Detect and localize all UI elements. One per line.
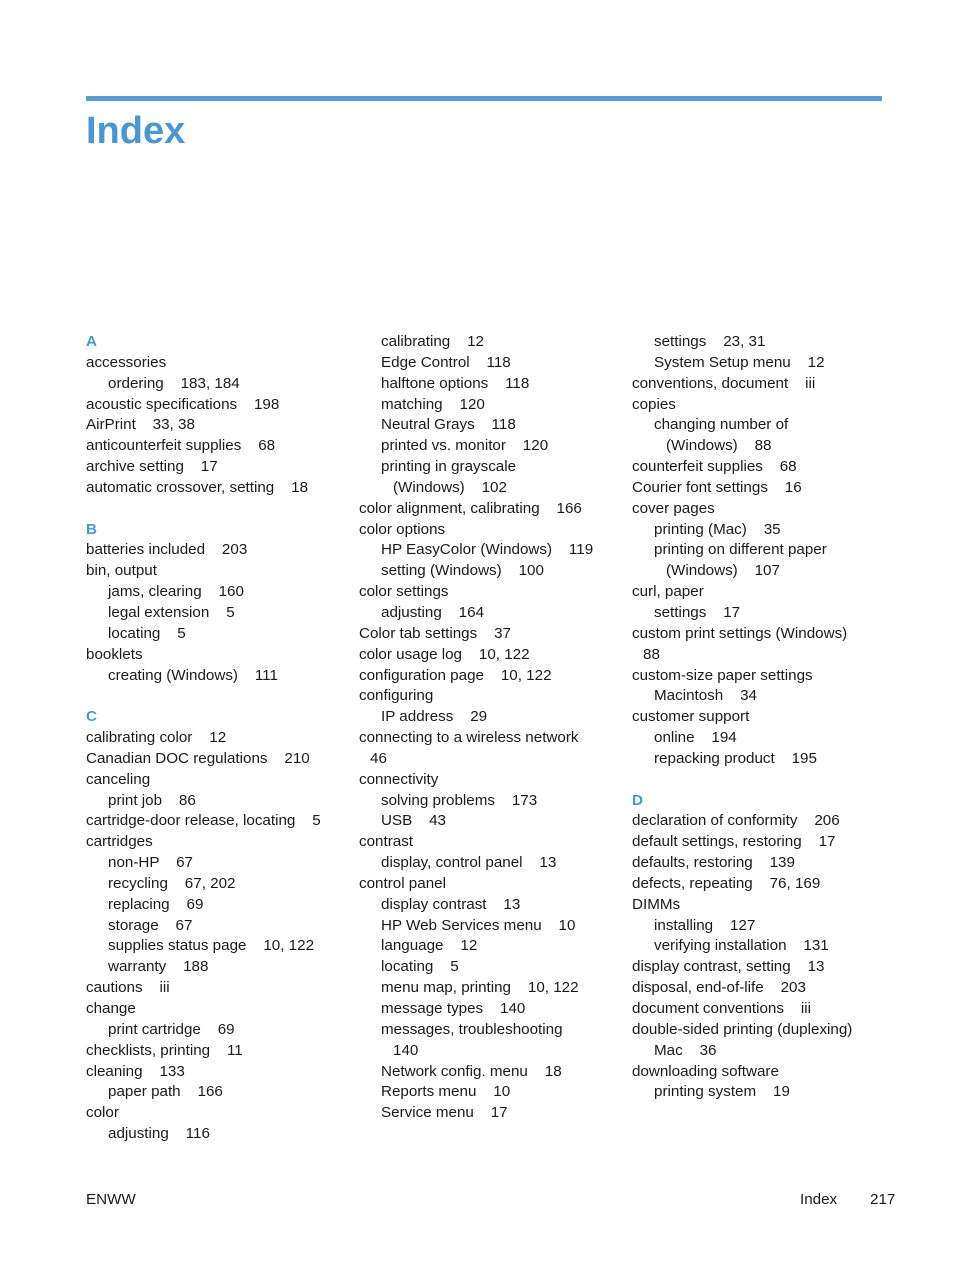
index-subentry: solving problems 173 <box>381 791 538 809</box>
index-subentry: adjusting 116 <box>108 1125 210 1143</box>
index-subentry: jams, clearing 160 <box>108 583 244 601</box>
index-entry: curl, paper <box>632 583 704 601</box>
index-entry: color <box>86 1104 119 1122</box>
index-entry: AirPrint 33, 38 <box>86 416 195 434</box>
index-entry: cleaning 133 <box>86 1062 185 1080</box>
index-subentry: printing on different paper <box>654 541 827 559</box>
index-letter-heading: B <box>86 520 97 538</box>
index-entry: color settings <box>359 583 449 601</box>
index-entry: accessories <box>86 353 167 371</box>
index-subentry: printing in grayscale <box>381 458 517 476</box>
index-subentry: language 12 <box>381 937 478 955</box>
index-subentry: HP Web Services menu 10 <box>381 916 576 934</box>
index-entry: color usage log 10, 122 <box>359 645 530 663</box>
index-entry: color options <box>359 520 446 538</box>
index-subentry: Edge Control 118 <box>381 353 511 371</box>
index-entry: archive setting 17 <box>86 458 218 476</box>
index-subentry: Mac 36 <box>654 1041 717 1059</box>
index-subentry: Network config. menu 18 <box>381 1062 562 1080</box>
index-entry: connectivity <box>359 770 439 788</box>
index-entry: custom print settings (Windows) <box>632 624 848 642</box>
index-subentry: changing number of <box>654 416 789 434</box>
index-entry: cover pages <box>632 499 715 517</box>
index-subentry: recycling 67, 202 <box>108 874 236 892</box>
index-entry: anticounterfeit supplies 68 <box>86 437 276 455</box>
index-entry: canceling <box>86 770 151 788</box>
index-entry: color alignment, calibrating 166 <box>359 499 582 517</box>
index-entry: conventions, document iii <box>632 374 816 392</box>
index-letter-heading: A <box>86 333 97 350</box>
index-letter-heading: C <box>86 708 97 726</box>
index-subentry: non-HP 67 <box>108 854 193 872</box>
index-subentry: HP EasyColor (Windows) 119 <box>381 541 594 559</box>
index-entry: batteries included 203 <box>86 541 248 559</box>
index-subentry: locating 5 <box>381 958 459 976</box>
index-entry: cartridge-door release, locating 5 <box>86 812 321 830</box>
index-subentry: printing (Mac) 35 <box>654 520 781 538</box>
index-entry: document conventions iii <box>632 1000 811 1017</box>
index-subentry: 88 <box>643 645 660 663</box>
index-entry: defects, repeating 76, 169 <box>632 874 821 892</box>
index-entry: configuration page 10, 122 <box>359 666 552 684</box>
index-entry: default settings, restoring 17 <box>632 833 836 851</box>
index-entry: configuring <box>359 687 434 705</box>
index-subentry: print cartridge 69 <box>108 1020 235 1038</box>
index-subentry: verifying installation 131 <box>654 937 829 955</box>
index-entry: Color tab settings 37 <box>359 624 511 642</box>
index-subentry: Macintosh 34 <box>654 687 757 705</box>
index-entry: defaults, restoring 139 <box>632 854 795 872</box>
index-entry: calibrating color 12 <box>86 729 227 747</box>
index-entry: custom-size paper settings <box>632 666 813 684</box>
index-column-1 <box>86 332 321 1145</box>
index-subentry: System Setup menu 12 <box>654 353 825 371</box>
index-subentry: display, control panel 13 <box>381 854 557 872</box>
index-subentry: replacing 69 <box>108 895 204 913</box>
index-entry: change <box>86 1000 136 1017</box>
index-entry: control panel <box>359 874 446 892</box>
index-subentry: storage 67 <box>108 916 193 934</box>
index-subentry: supplies status page 10, 122 <box>108 937 315 955</box>
index-subentry: creating (Windows) 111 <box>108 666 278 684</box>
index-subentry: legal extension 5 <box>108 603 235 621</box>
index-subentry: halftone options 118 <box>381 374 530 392</box>
index-entry: counterfeit supplies 68 <box>632 458 797 476</box>
index-subentry: Service menu 17 <box>381 1104 508 1122</box>
index-subentry: matching 120 <box>381 395 485 413</box>
index-entry: acoustic specifications 198 <box>86 395 280 413</box>
index-subentry: menu map, printing 10, 122 <box>381 979 579 997</box>
index-entry: copies <box>632 395 676 413</box>
index-subentry: print job 86 <box>108 791 196 809</box>
section-gap <box>86 686 321 707</box>
index-subentry: settings 17 <box>654 603 741 621</box>
index-entry: Courier font settings 16 <box>632 478 802 496</box>
index-subentry: (Windows) 88 <box>666 437 772 455</box>
index-subentry: warranty 188 <box>108 958 209 976</box>
page-title: Index <box>86 110 186 152</box>
index-entry: DIMMs <box>632 895 681 913</box>
index-subentry: installing 127 <box>654 916 756 934</box>
index-entry: display contrast, setting 13 <box>632 958 825 976</box>
index-entry: customer support <box>632 708 750 726</box>
index-subentry: printed vs. monitor 120 <box>381 437 549 455</box>
index-subentry: online 194 <box>654 729 737 747</box>
index-subentry: 46 <box>370 749 387 767</box>
index-entry: booklets <box>86 645 143 663</box>
index-subentry: Reports menu 10 <box>381 1083 511 1101</box>
index-entry: bin, output <box>86 562 157 580</box>
index-subentry: setting (Windows) 100 <box>381 562 544 580</box>
index-entry: downloading software <box>632 1062 779 1080</box>
index-entry: disposal, end-of-life 203 <box>632 979 806 997</box>
index-column-3 <box>632 332 852 1103</box>
index-subentry: adjusting 164 <box>381 603 485 621</box>
index-entry: declaration of conformity 206 <box>632 812 840 830</box>
index-subentry: repacking product 195 <box>654 749 817 767</box>
index-entry: cautions iii <box>86 979 170 997</box>
index-subentry: settings 23, 31 <box>654 333 766 350</box>
index-subentry: ordering 183, 184 <box>108 374 240 392</box>
index-subentry: message types 140 <box>381 1000 526 1017</box>
index-subentry: printing system 19 <box>654 1083 790 1101</box>
index-entry: cartridges <box>86 833 153 851</box>
index-entry: contrast <box>359 833 414 851</box>
footer-page-number: 217 <box>870 1191 896 1208</box>
title-rule <box>86 96 882 101</box>
index-letter-heading: D <box>632 791 643 809</box>
section-gap <box>86 499 321 520</box>
index-subentry: calibrating 12 <box>381 333 484 350</box>
index-entry: double-sided printing (duplexing) <box>632 1020 853 1038</box>
index-subentry: paper path 166 <box>108 1083 223 1101</box>
footer-section: Index <box>800 1191 838 1208</box>
section-gap <box>632 770 852 791</box>
index-subentry: 140 <box>393 1041 419 1059</box>
index-subentry: locating 5 <box>108 624 186 642</box>
index-subentry: (Windows) 102 <box>393 478 507 496</box>
index-subentry: USB 43 <box>381 812 446 830</box>
index-subentry: (Windows) 107 <box>666 562 780 580</box>
index-entry: Canadian DOC regulations 210 <box>86 749 310 767</box>
index-subentry: display contrast 13 <box>381 895 521 913</box>
index-subentry: IP address 29 <box>381 708 488 726</box>
index-entry: connecting to a wireless network <box>359 729 579 747</box>
index-entry: automatic crossover, setting 18 <box>86 478 309 496</box>
index-entry: checklists, printing 11 <box>86 1041 243 1059</box>
index-subentry: Neutral Grays 118 <box>381 416 516 434</box>
index-column-2 <box>359 332 593 1124</box>
footer-left: ENWW <box>86 1191 136 1208</box>
index-subentry: messages, troubleshooting <box>381 1020 563 1038</box>
